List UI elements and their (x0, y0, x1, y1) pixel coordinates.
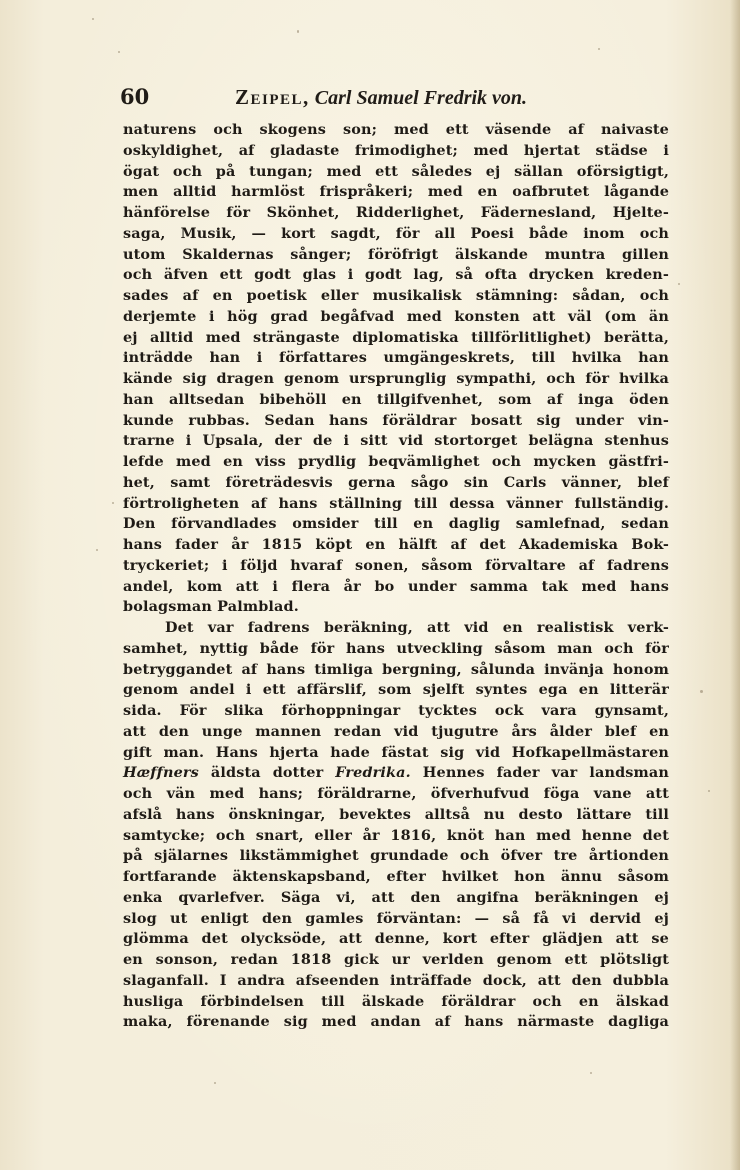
text-line: en sonson, redan 1818 gick ur verlden genom ett plötsligt (123, 951, 669, 968)
paper-speck (700, 690, 703, 693)
paper-speck (96, 549, 98, 551)
paper-speck (112, 502, 114, 504)
header-given-names: Carl Samuel Fredrik von. (314, 87, 528, 109)
body-text (123, 120, 669, 1033)
text-line: att den unge mannen redan vid tjugutre års ålder blef en (123, 722, 669, 740)
text-line: slog ut enligt den gamles förväntan: — så få vi dervid ej (123, 909, 669, 927)
text-line: han alltsedan bibehöll en tillgifvenhet, som af inga öden (123, 390, 669, 408)
text-line: utom Skaldernas sånger; föröfrigt älskande muntra gillen (123, 245, 669, 263)
header-title (235, 85, 527, 110)
text-line: maka, förenande sig med andan af hans närmaste dagliga (123, 1013, 669, 1031)
text-line: ögat och på tungan; med ett således ej sällan oförsigtigt, (123, 162, 669, 180)
running-head (120, 84, 680, 114)
header-surname: Zeipel, (235, 85, 310, 109)
text-line: samtycke; och snart, eller år 1816, knöt han med henne det (123, 826, 669, 844)
text-line: på själarnes likstämmighet grundade och öfver tre årtionden (123, 847, 669, 865)
text-line: kände sig dragen genom ursprunglig sympathi, och för hvilka (123, 370, 669, 387)
text-line: sida. För slika förhoppningar tycktes ock vara gynsamt, (123, 702, 669, 719)
text-line: och vän med hans; föräldrarne, öfverhufvud föga vane att (123, 785, 669, 802)
text-line: het, samt företrädesvis gerna sågo sin Carls vänner, blef (123, 473, 669, 491)
paper-speck (214, 1082, 216, 1084)
text-line: fortfarande äktenskapsband, efter hvilket hon ännu såsom (123, 868, 669, 885)
text-line: glömma det olycksöde, att denne, kort efter glädjen att se (123, 930, 669, 948)
text-line: hänförelse för Skönhet, Ridderlighet, Fädernesland, Hjelte- (123, 204, 669, 221)
text-line: saga, Musik, — kort sagdt, för all Poesi både inom och (123, 224, 669, 242)
text-line: betryggandet af hans timliga bergning, sålunda invänja honom (123, 660, 669, 678)
text-line: slaganfall. I andra afseenden inträffade dock, att den dubbla (123, 971, 669, 989)
text-line: tryckeriet; i följd hvaraf sonen, såsom förvaltare af fadrens (123, 556, 669, 574)
text-line: samhet, nyttig både för hans utveckling såsom man och för (123, 639, 669, 657)
text-line: enka qvarlefver. Säga vi, att den angifna beräkningen ej (123, 888, 669, 906)
paper-speck (92, 18, 94, 20)
text-line: oskyldighet, af gladaste frimodighet; med hjertat städse i (123, 141, 669, 159)
text-line: andel, kom att i flera år bo under samma tak med hans (123, 577, 669, 595)
text-line: sades af en poetisk eller musikalisk stämning: sådan, och (123, 287, 669, 304)
page-edge-shadow (730, 0, 740, 1170)
text-line: Det var fadrens beräkning, att vid en realistisk verk- (165, 619, 669, 636)
text-line: trarne i Upsala, der de i sitt vid stortorget belägna stenhus (123, 432, 669, 450)
page-number: 60 (120, 84, 150, 109)
line-text: äldsta dotter (198, 764, 336, 782)
text-line: och äfven ett godt glas i godt lag, så ofta drycken kreden- (123, 266, 669, 284)
line-text: Hennes fader var landsman (410, 764, 669, 782)
text-line: bolagsman Palmblad. (123, 598, 299, 616)
paper-speck (590, 1072, 592, 1074)
paper-speck (297, 30, 299, 33)
text-line: förtroligheten af hans ställning till dessa vänner fullständig. (123, 494, 669, 512)
text-line: inträdde han i författares umgängeskrets, till hvilka han (123, 349, 669, 367)
text-line: kunde rubbas. Sedan hans föräldrar bosatt sig under vin- (123, 411, 669, 429)
text-line: genom andel i ett affärslif, som sjelft syntes ega en litterär (123, 681, 669, 699)
italic-name: Fredrika. (335, 764, 411, 782)
text-line: hans fader år 1815 köpt en hälft af det Akademiska Bok- (123, 536, 669, 553)
paper-speck (118, 51, 120, 53)
italic-name: Hæffners (123, 764, 199, 782)
text-line: ej alltid med strängaste diplomatiska tillförlitlighet) berätta, (123, 328, 669, 346)
paper-speck (708, 790, 710, 792)
text-line: derjemte i hög grad begåfvad med konsten att väl (om än (123, 307, 669, 325)
text-line: husliga förbindelsen till älskade föräldrar och en älskad (123, 992, 669, 1010)
text-line (123, 763, 669, 784)
text-line: gift man. Hans hjerta hade fästat sig vid Hofkapellmästaren (123, 743, 669, 761)
text-line: Den förvandlades omsider till en daglig samlefnad, sedan (123, 515, 669, 533)
text-line: men alltid harmlöst frispråkeri; med en oafbrutet lågande (123, 183, 669, 201)
text-line: naturens och skogens son; med ett väsende af naivaste (123, 121, 669, 138)
text-line: lefde med en viss prydlig beqvämlighet och mycken gästfri- (123, 453, 669, 470)
paper-speck (678, 283, 680, 285)
text-line: afslå hans önskningar, bevektes alltså nu desto lättare till (123, 805, 669, 823)
paper-speck (598, 48, 600, 50)
